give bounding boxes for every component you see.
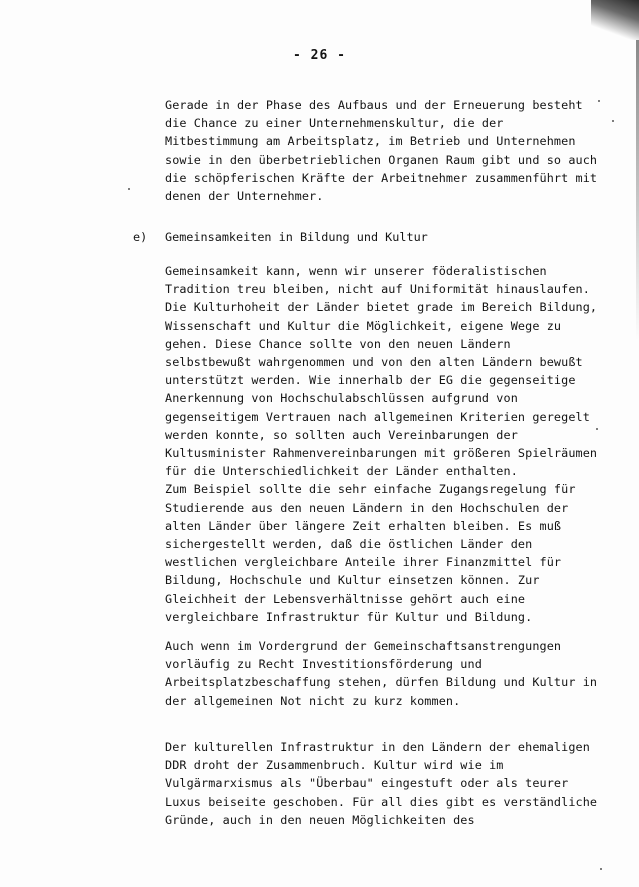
paragraph-infrastructure: Der kulturellen Infrastruktur in den Ländern der ehemaligen DDR droht der Zusammenbruch. Kultur wird wie im Vulgärmarxismus als "Überbau" eingestuft oder als teurer Luxus beiseite geschoben. Für all dies gibt es verständliche Gründe, auch in den neuen Möglichkeiten des (165, 740, 598, 827)
paragraph-codetermination: Gerade in der Phase des Aufbaus und der Erneuerung besteht die Chance zu einer Unternehmenskultur, die der Mitbestimmung am Arbeitsplatz, im Betrieb und Unternehmen sowie in den überbetrieblichen Organen Raum gibt und so auch die schöpferischen Kräfte der Arbeitnehmer zusammenführt mit denen der Unternehmer. (165, 98, 598, 204)
paragraph-federalism: Gemeinsamkeit kann, wenn wir unserer föderalistischen Tradition treu bleiben, nicht auf Uniformität hinauslaufen. Die Kulturhoheit der Länder bietet grade im Bereich Bildung, Wissenschaft und Kultur die Möglichkeit, eigene Wege zu gehen. Diese Chance sollte von den neuen Ländern selbstbewußt wahrgenommen und von den alten Ländern bewußt unterstützt werden. Wie innerhalb der EG die gegenseitige Anerkennung von Hochschulabschlüssen aufgrund von gegenseitigem Vertrauen nach allgemeinen Kriterien geregelt werden konnte, so sollten auch Vereinbarungen der Kultusminister Rahmenvereinbarungen mit größeren Spielräumen für die Unterschiedlichkeit der Länder enthalten. Zum Beispiel sollte die sehr einfache Zugangsregelung für Studierende aus den neuen Ländern in den Hochschulen der alten Länder über längere Zeit erhalten bleiben. Es muß sichergestellt werden, daß die östlichen Länder den westlichen vergleichbare Anteile ihrer Finanzmittel für Bildung, Hochschule und Kultur einsetzen können. Zur Gleichheit der Lebensverhältnisse gehört auch eine vergleichbare Infrastruktur für Kultur und Bildung. (165, 264, 598, 624)
scan-speck (128, 188, 130, 190)
section-marker: e) (133, 230, 148, 244)
page-number: - 26 - (293, 48, 346, 63)
scan-speck (598, 100, 600, 102)
scan-shadow-corner (591, 0, 639, 40)
scan-speck (596, 428, 598, 430)
paragraph-investment: Auch wenn im Vordergrund der Gemeinschaftsanstrengungen vorläufig zu Recht Investitionsförderung und Arbeitsplatzbeschaffung stehen, dürfen Bildung und Kultur in der allgemeinen Not nicht zu kurz kommen. (165, 639, 598, 708)
section-heading: Gemeinsamkeiten in Bildung und Kultur (165, 230, 428, 244)
scan-speck (612, 120, 614, 122)
scan-speck (600, 868, 602, 870)
